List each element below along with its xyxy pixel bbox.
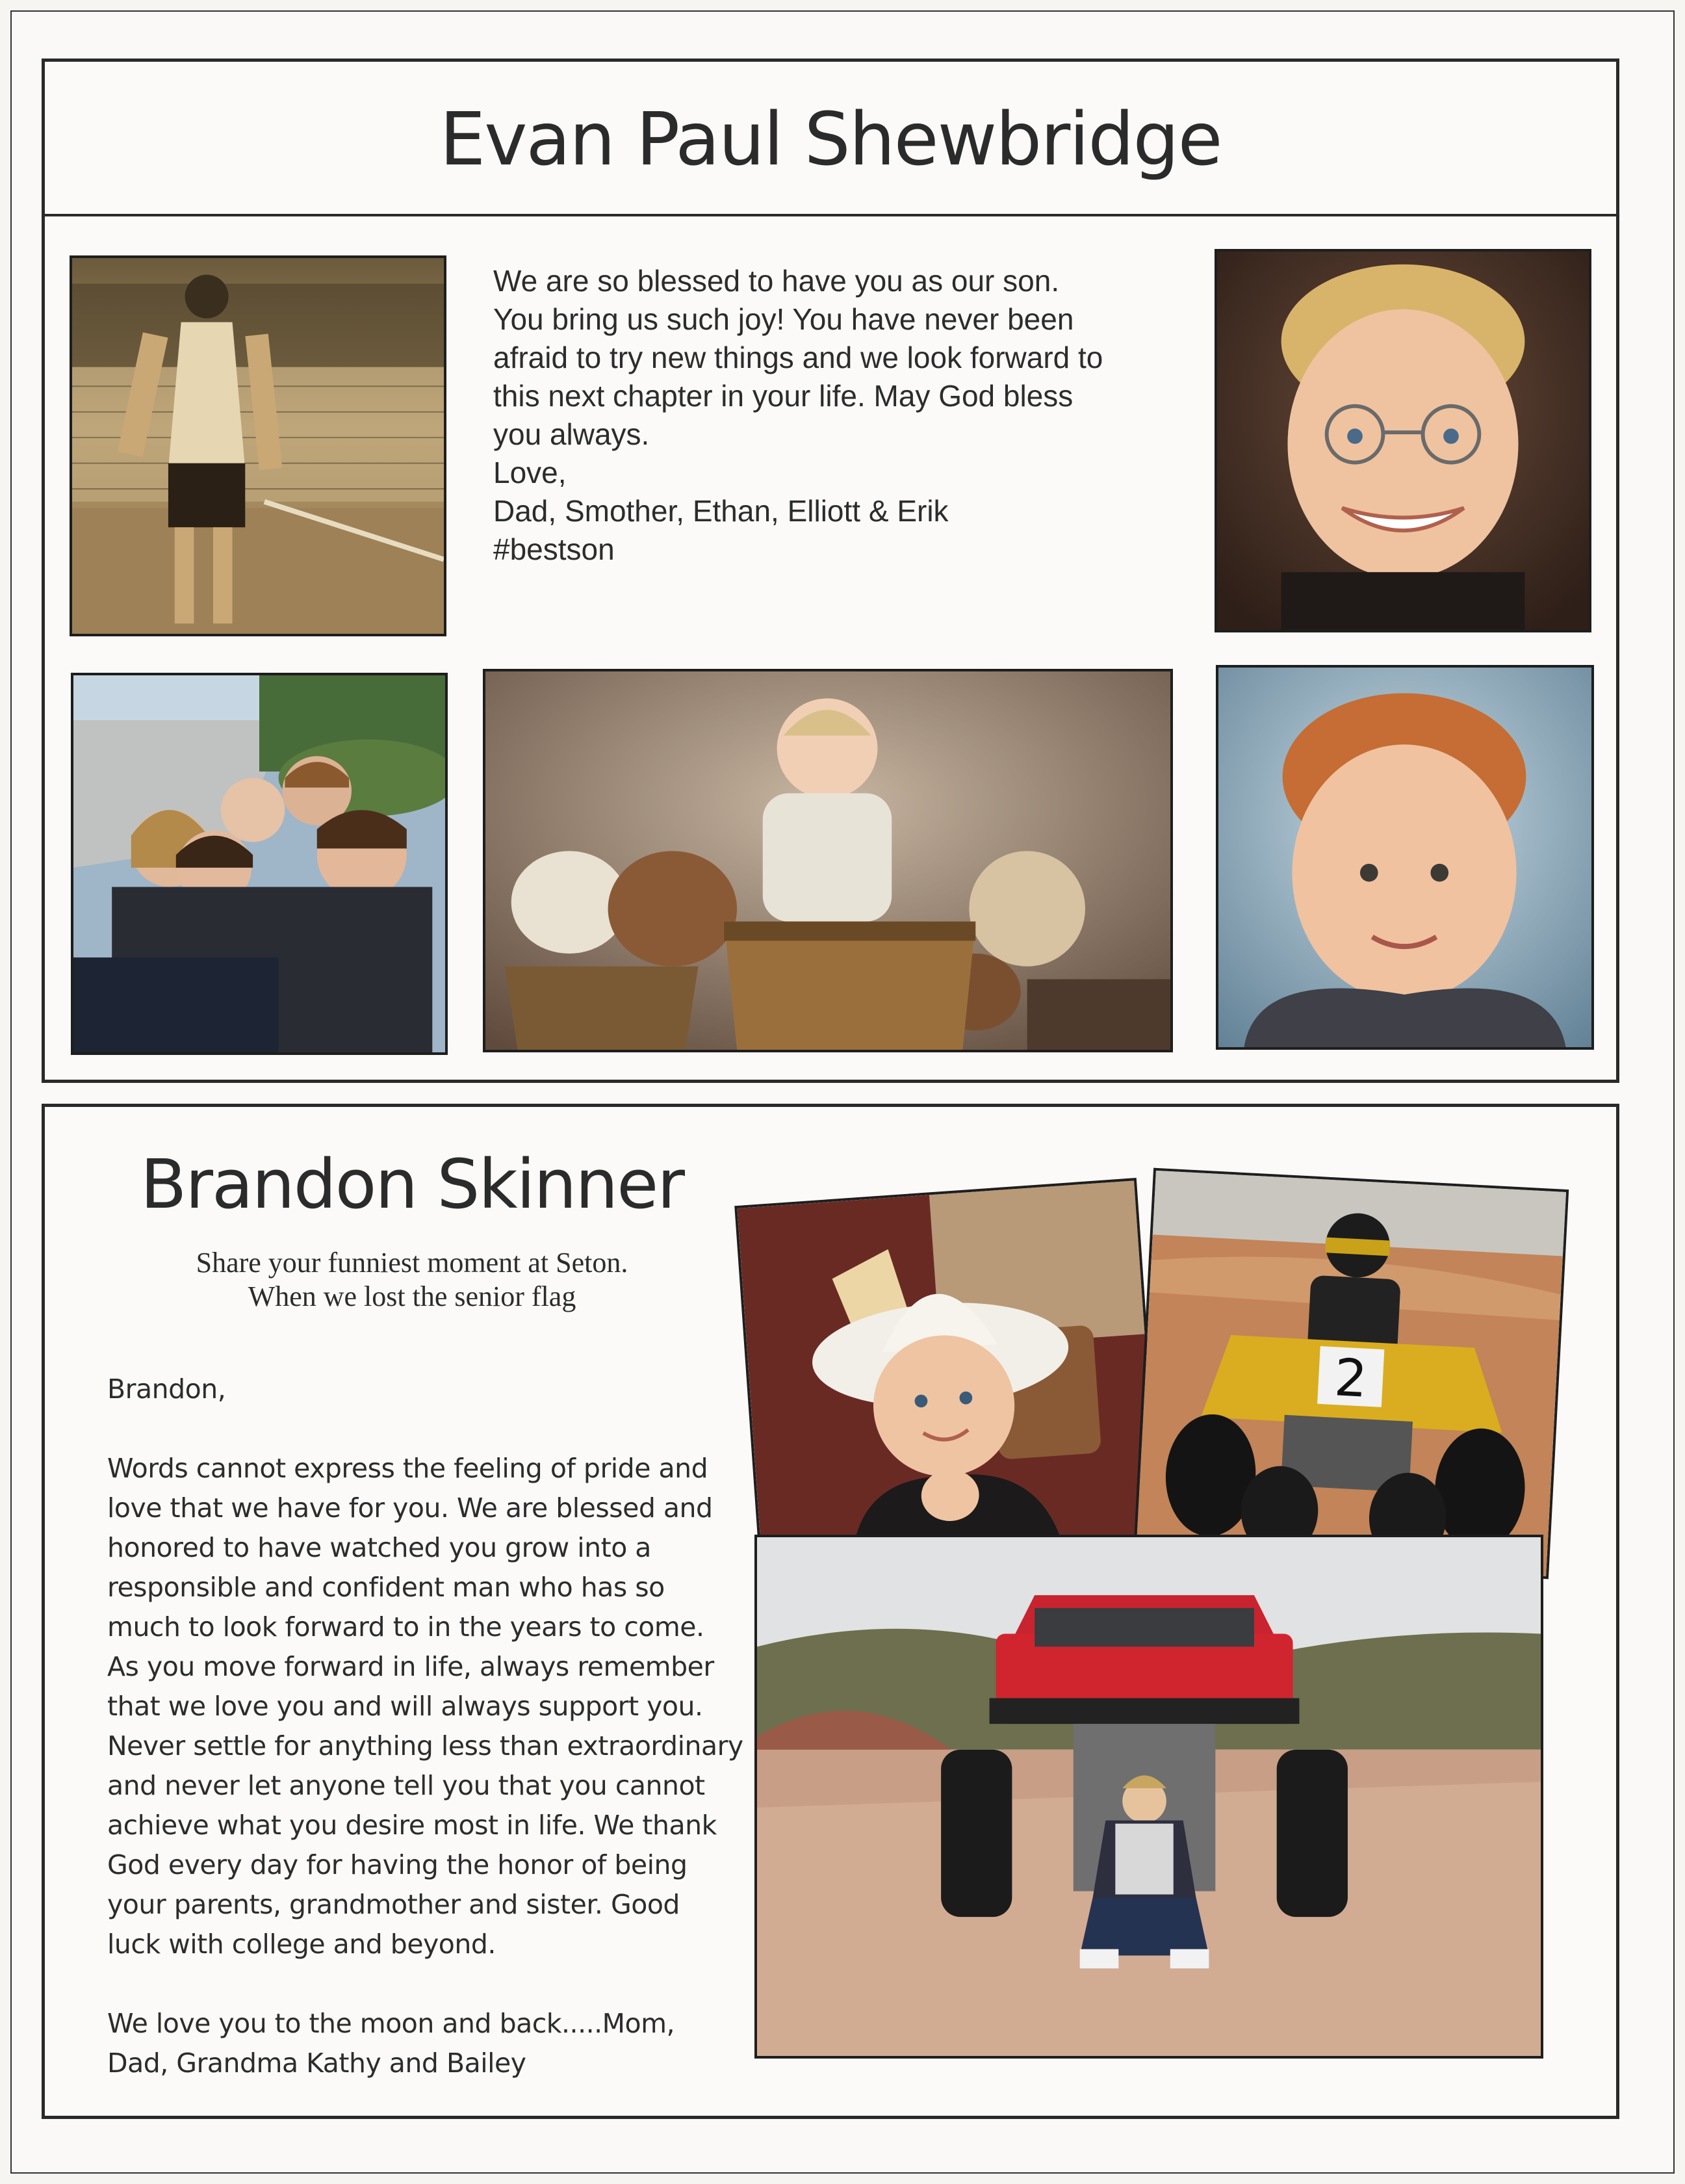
evan-name-title: Evan Paul Shewbridge <box>439 98 1222 182</box>
brandon-answer: When we lost the senior flag <box>248 1280 576 1312</box>
evan-track-photo <box>70 255 446 636</box>
evan-baby-teddy-photo <box>483 669 1173 1052</box>
brandon-body-line: love that we have for you. We are blessed and <box>107 1492 713 1524</box>
brandon-body-line: that we love you and will always support you. <box>107 1691 703 1722</box>
evan-message-line: We are so blessed to have you as our son. <box>493 264 1060 298</box>
brandon-greeting: Brandon, <box>107 1373 226 1405</box>
evan-message-line: You bring us such joy! You have never been <box>493 302 1074 336</box>
evan-message-line: Love, <box>493 456 567 489</box>
brandon-body-line: responsible and confident man who has so <box>107 1572 665 1603</box>
evan-title-bar <box>45 62 1616 216</box>
brandon-cowboy-hat-photo <box>734 1178 1162 1569</box>
brandon-atv-photo <box>1133 1168 1569 1580</box>
brandon-body-line: honored to have watched you grow into a <box>107 1532 651 1563</box>
page-frame <box>10 10 1675 2174</box>
svg-text:2: 2 <box>1333 1347 1369 1409</box>
brandon-panel <box>42 1104 1619 2119</box>
evan-message-line: #bestson <box>493 532 615 566</box>
evan-message-line: you always. <box>493 417 650 451</box>
brandon-letter <box>107 1370 764 2083</box>
brandon-body-line: and never let anyone tell you that you cannot <box>107 1770 705 1801</box>
brandon-truck-photo <box>754 1535 1543 2059</box>
evan-family-selfie <box>71 673 448 1055</box>
brandon-body-line: Words cannot express the feeling of pride and <box>107 1453 708 1484</box>
brandon-closing-line: Dad, Grandma Kathy and Bailey <box>107 2048 526 2079</box>
evan-message-line: this next chapter in your life. May God bless <box>493 379 1074 413</box>
evan-message-line: afraid to try new things and we look forward to <box>493 341 1103 374</box>
brandon-question: Share your funniest moment at Seton. <box>196 1247 628 1279</box>
evan-boy-blue-portrait <box>1216 665 1594 1050</box>
brandon-body-line: Never settle for anything less than extraordinary <box>107 1730 743 1762</box>
evan-panel <box>42 58 1619 1083</box>
evan-glasses-portrait <box>1215 249 1591 632</box>
brandon-body-line: God every day for having the honor of being <box>107 1849 688 1880</box>
evan-message-line: Dad, Smother, Ethan, Elliott & Erik <box>493 494 949 528</box>
evan-message <box>493 262 1221 569</box>
brandon-name-title: Brandon Skinner <box>140 1145 684 1224</box>
brandon-body-line: your parents, grandmother and sister. Good <box>107 1889 680 1920</box>
brandon-body-line: As you move forward in life, always remember <box>107 1651 714 1682</box>
brandon-closing-line: We love you to the moon and back.....Mom, <box>107 2008 675 2039</box>
brandon-body-line: luck with college and beyond. <box>107 1929 496 1960</box>
brandon-body-line: much to look forward to in the years to come. <box>107 1611 704 1643</box>
brandon-body-line: achieve what you desire most in life. We thank <box>107 1810 717 1841</box>
